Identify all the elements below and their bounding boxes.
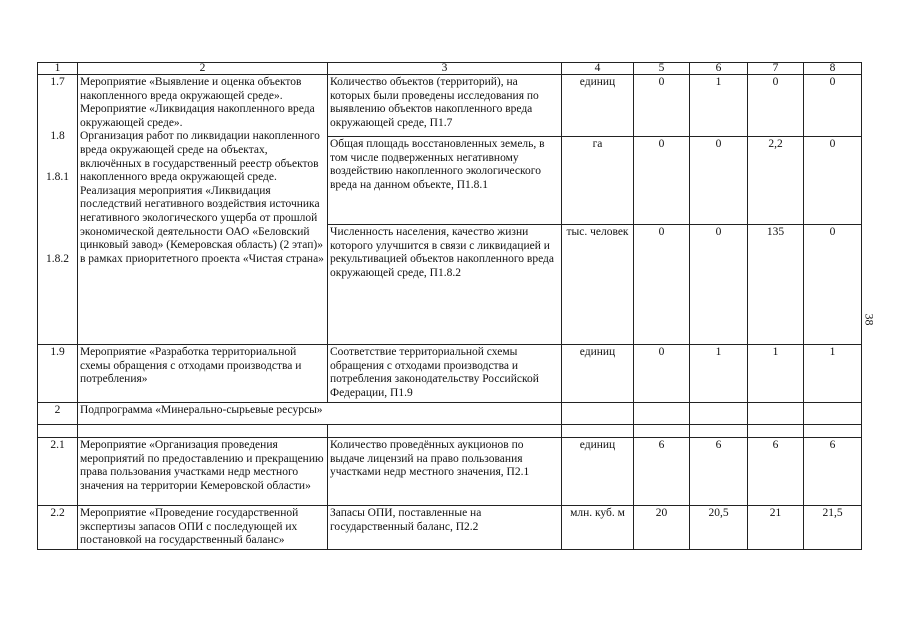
row-number-1-9: 1.9 (38, 345, 78, 403)
row-number-2-1: 2.1 (38, 438, 78, 506)
empty-cell (634, 425, 690, 438)
activity-2-2: Мероприятие «Проведение государственной экспертизы запасов ОПИ с последующей их постановкой на государственный баланс» (78, 506, 328, 550)
empty-cell (748, 425, 804, 438)
row-number-1-8: 1.8 (50, 130, 65, 142)
value-1-8-2-col5: 0 (634, 225, 690, 345)
empty-cell (562, 403, 634, 425)
empty-cell (690, 403, 748, 425)
header-col-2: 2 (78, 63, 328, 75)
value-2-2-col6: 20,5 (690, 506, 748, 550)
table-row (38, 75, 862, 137)
header-col-4: 4 (562, 63, 634, 75)
row-numbers-cell (38, 75, 78, 345)
table-row (38, 438, 862, 506)
unit-2-2: млн. куб. м (562, 506, 634, 550)
indicator-1-8-1: Общая площадь восстановленных земель, в том числе подверженных негативному воздействию накопленного экологического вреда на данном объекте, П1.8.1 (328, 137, 562, 225)
header-col-1: 1 (38, 63, 78, 75)
unit-1-8-2: тыс. человек (562, 225, 634, 345)
value-1-8-1-col6: 0 (690, 137, 748, 225)
header-col-3: 3 (328, 63, 562, 75)
indicator-2-2: Запасы ОПИ, поставленные на государственный баланс, П2.2 (328, 506, 562, 550)
table-row (38, 506, 862, 550)
header-col-8: 8 (804, 63, 862, 75)
activity-1-9: Мероприятие «Разработка территориальной схемы обращения с отходами производства и потребления» (78, 345, 328, 403)
activity-2-1: Мероприятие «Организация проведения мероприятий по предоставлению и прекращению права пользования участками недр местного значения на территории Кемеровской области» (78, 438, 328, 506)
value-2-2-col5: 20 (634, 506, 690, 550)
empty-cell (804, 425, 862, 438)
value-1-7-col8: 0 (804, 75, 862, 137)
value-2-1-col6: 6 (690, 438, 748, 506)
empty-cell (38, 425, 78, 438)
empty-cell (748, 403, 804, 425)
row-number-1-8-2: 1.8.2 (46, 253, 69, 265)
indicator-2-1: Количество проведённых аукционов по выдаче лицензий на право пользования участками недр местного значения, П2.1 (328, 438, 562, 506)
value-1-8-1-col8: 0 (804, 137, 862, 225)
row-number-2-2: 2.2 (38, 506, 78, 550)
activities-cell (78, 75, 328, 345)
value-1-8-1-col5: 0 (634, 137, 690, 225)
page-number: 38 (862, 313, 877, 326)
unit-1-8-1: га (562, 137, 634, 225)
value-1-8-1-col7: 2,2 (748, 137, 804, 225)
activity-1-8-2: Реализация мероприятия «Ликвидация последствий негативного воздействия источника негативного экологического ущерба от прошлой экономической деятельности ОАО «Беловский цинковый завод» (Кемеровская область) (2 этап)» в рамках приоритетного проекта «Чистая страна» (80, 184, 324, 265)
value-2-2-col8: 21,5 (804, 506, 862, 550)
unit-1-7: единиц (562, 75, 634, 137)
row-number-1-7: 1.7 (50, 76, 65, 88)
empty-cell (804, 403, 862, 425)
header-col-7: 7 (748, 63, 804, 75)
empty-cell (328, 425, 562, 438)
value-1-8-2-col8: 0 (804, 225, 862, 345)
table-row-empty (38, 425, 862, 438)
activity-1-8-1: Организация работ по ликвидации накопленного вреда окружающей среде на объектах, включённых в государственный реестр объектов накопленного вреда окружающей среде. (80, 130, 320, 184)
header-col-6: 6 (690, 63, 748, 75)
indicators-table (37, 62, 862, 550)
value-1-9-col7: 1 (748, 345, 804, 403)
subprogram-title: Подпрограмма «Минерально-сырьевые ресурсы» (78, 403, 562, 425)
indicator-1-7: Количество объектов (территорий), на которых были проведены исследования по выявлению объектов накопленного вреда окружающей среде, П1.7 (328, 75, 562, 137)
value-2-2-col7: 21 (748, 506, 804, 550)
indicator-1-8-2: Численность населения, качество жизни которого улучшится в связи с ликвидацией и рекультивацией объектов накопленного вреда окружающей среде, П1.8.2 (328, 225, 562, 345)
unit-1-9: единиц (562, 345, 634, 403)
value-1-9-col8: 1 (804, 345, 862, 403)
value-2-1-col7: 6 (748, 438, 804, 506)
value-1-8-2-col7: 135 (748, 225, 804, 345)
table-row (38, 403, 862, 425)
header-row (38, 63, 862, 75)
unit-2-1: единиц (562, 438, 634, 506)
value-2-1-col5: 6 (634, 438, 690, 506)
empty-cell (634, 403, 690, 425)
value-2-1-col8: 6 (804, 438, 862, 506)
empty-cell (78, 425, 328, 438)
empty-cell (690, 425, 748, 438)
header-col-5: 5 (634, 63, 690, 75)
value-1-8-2-col6: 0 (690, 225, 748, 345)
value-1-7-col5: 0 (634, 75, 690, 137)
empty-cell (562, 425, 634, 438)
row-number-1-8-1: 1.8.1 (46, 171, 69, 183)
value-1-7-col6: 1 (690, 75, 748, 137)
activity-1-8: Мероприятие «Ликвидация накопленного вреда окружающей среде». (80, 103, 315, 129)
row-number-2: 2 (38, 403, 78, 425)
indicator-1-9: Соответствие территориальной схемы обращения с отходами производства и потребления законодательству Российской Федерации, П1.9 (328, 345, 562, 403)
activity-1-7: Мероприятие «Выявление и оценка объектов накопленного вреда окружающей среде». (80, 76, 302, 102)
table-row (38, 345, 862, 403)
value-1-9-col6: 1 (690, 345, 748, 403)
value-1-9-col5: 0 (634, 345, 690, 403)
value-1-7-col7: 0 (748, 75, 804, 137)
